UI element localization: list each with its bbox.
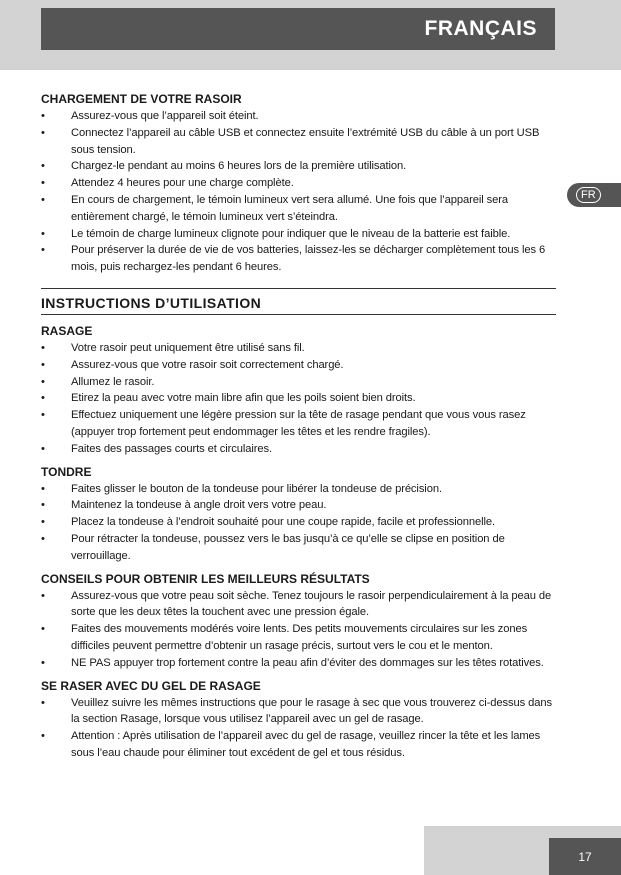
shaving-list xyxy=(41,340,556,458)
list-item: • Effectuez uniquement une légère pression sur la tête de rasage pendant que vous vous rasez (appuyer trop fortement peut endommager les têtes et les rendre fragiles). xyxy=(41,407,556,441)
instructions-heading: INSTRUCTIONS D’UTILISATION xyxy=(41,288,556,315)
list-item: • Maintenez la tondeuse à angle droit vers votre peau. xyxy=(41,497,556,514)
tips-list xyxy=(41,588,556,672)
page-content xyxy=(41,92,556,762)
shaving-title: RASAGE xyxy=(41,323,93,338)
tips-title: CONSEILS POUR OBTENIR LES MEILLEURS RÉSULTATS xyxy=(41,571,370,586)
gel-title: SE RASER AVEC DU GEL DE RASAGE xyxy=(41,678,261,693)
list-item: • Attendez 4 heures pour une charge complète. xyxy=(41,175,556,192)
list-item: • Le témoin de charge lumineux clignote pour indiquer que le niveau de la batterie est faible. xyxy=(41,226,556,243)
language-header: FRANÇAIS xyxy=(41,8,555,50)
list-item: • Placez la tondeuse à l’endroit souhaité pour une coupe rapide, facile et professionnelle. xyxy=(41,514,556,531)
language-badge-label: FR xyxy=(576,187,601,203)
gel-list xyxy=(41,695,556,762)
list-item: • NE PAS appuyer trop fortement contre la peau afin d’éviter des dommages sur les têtes rotatives. xyxy=(41,655,556,672)
list-item: • Chargez-le pendant au moins 6 heures lors de la première utilisation. xyxy=(41,158,556,175)
page-number: 17 xyxy=(549,838,621,875)
list-item: • Attention : Après utilisation de l’appareil avec du gel de rasage, veuillez rincer la tête et les lames sous l’eau chaude pour éliminer tout excédent de gel et tous résidus. xyxy=(41,728,556,762)
list-item: • Veuillez suivre les mêmes instructions que pour le rasage à sec que vous trouverez ci-dessus dans la section Rasage, lorsque vous utilisez l’appareil avec un gel de rasage. xyxy=(41,695,556,729)
list-item: • Faites des mouvements modérés voire lents. Des petits mouvements circulaires sur les zones difficiles peuvent permettre d’obtenir un rasage précis, surtout vers le cou et le menton. xyxy=(41,621,556,655)
list-item: • Pour préserver la durée de vie de vos batteries, laissez-les se décharger complètement tous les 6 mois, puis rechargez-les pendant 6 heures. xyxy=(41,242,556,276)
list-item: • Assurez-vous que votre peau soit sèche. Tenez toujours le rasoir perpendiculairement à la peau de sorte que les deux têtes la touchent avec une pression égale. xyxy=(41,588,556,622)
language-badge xyxy=(567,183,621,207)
trimming-title: TONDRE xyxy=(41,464,92,479)
list-item: • Allumez le rasoir. xyxy=(41,374,556,391)
list-item: • Connectez l’appareil au câble USB et connectez ensuite l’extrémité USB du câble à un port USB sous tension. xyxy=(41,125,556,159)
list-item: • Faites glisser le bouton de la tondeuse pour libérer la tondeuse de précision. xyxy=(41,481,556,498)
charging-title: CHARGEMENT DE VOTRE RASOIR xyxy=(41,92,242,106)
list-item: • Votre rasoir peut uniquement être utilisé sans fil. xyxy=(41,340,556,357)
list-item: • Faites des passages courts et circulaires. xyxy=(41,441,556,458)
charging-list xyxy=(41,108,556,276)
trimming-list xyxy=(41,481,556,565)
list-item: • Assurez-vous que votre rasoir soit correctement chargé. xyxy=(41,357,556,374)
list-item: • En cours de chargement, le témoin lumineux vert sera allumé. Une fois que l’appareil sera entièrement chargé, le témoin lumineux vert s’éteindra. xyxy=(41,192,556,226)
list-item: • Assurez-vous que l’appareil soit éteint. xyxy=(41,108,556,125)
list-item: • Pour rétracter la tondeuse, poussez vers le bas jusqu’à ce qu’elle se clipse en position de verrouillage. xyxy=(41,531,556,565)
list-item: • Etirez la peau avec votre main libre afin que les poils soient bien droits. xyxy=(41,390,556,407)
